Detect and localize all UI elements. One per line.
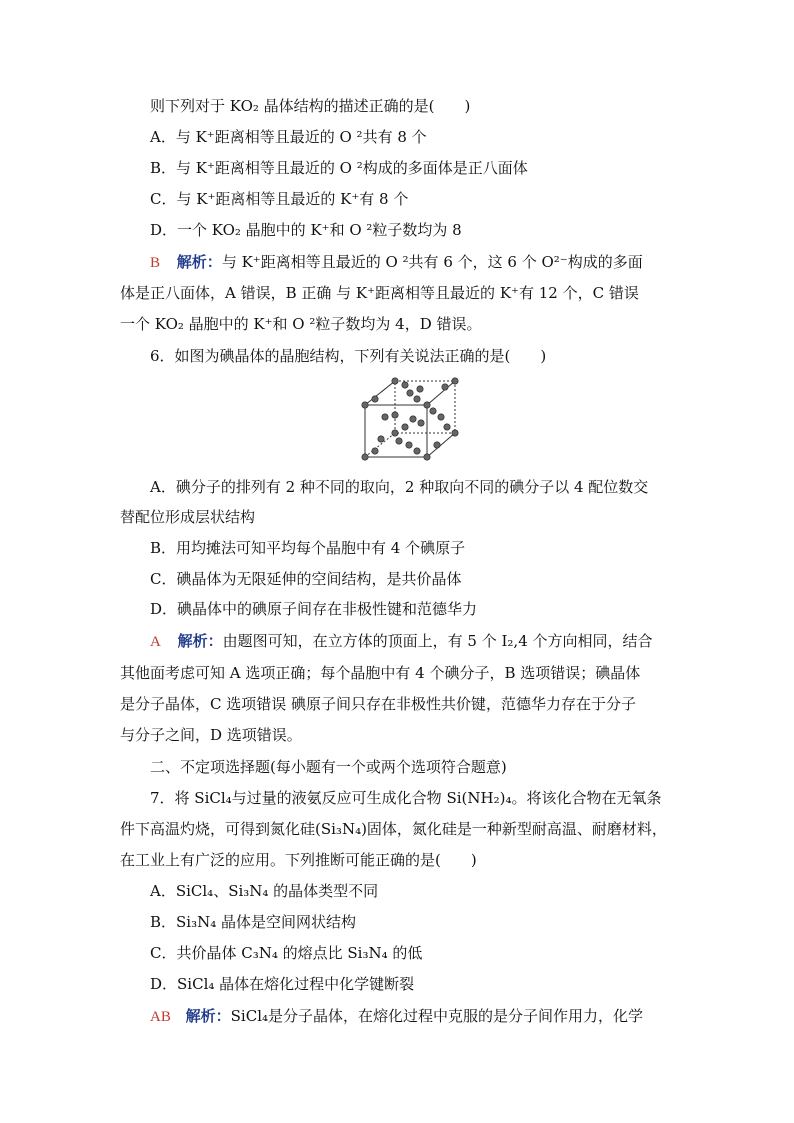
q5-analysis-text-1: 与 K⁺距离相等且最近的 O ²共有 6 个，这 6 个 O²⁻构成的多面: [221, 253, 643, 271]
iodine-unit-cell-figure: [355, 375, 465, 469]
q7-analysis-line-1: [150, 1005, 643, 1028]
q5-stem: 则下列对于 KO₂ 晶体结构的描述正确的是( ): [150, 97, 471, 115]
q6-option-b: B．用均摊法可知平均每个晶胞中有 4 个碘原子: [150, 539, 466, 557]
q5-option-c: C．与 K⁺距离相等且最近的 K⁺有 8 个: [150, 190, 409, 208]
q6-option-a: A．碘分子的排列有 2 种不同的取向，2 种取向不同的碘分子以 4 配位数交: [150, 478, 649, 496]
q6-answer: A: [150, 634, 161, 650]
q7-stem-line-2: 件下高温灼烧，可得到氮化硅(Si₃N₄)固体，氮化硅是一种新型耐高温、耐磨材料，: [120, 820, 667, 838]
iodine-cell-svg: [355, 375, 465, 465]
analysis-label-q6: 解析：: [177, 632, 223, 650]
q6-stem: 6．如图为碘晶体的晶胞结构，下列有关说法正确的是( ): [150, 347, 547, 365]
analysis-label: 解析：: [176, 253, 222, 271]
q6-option-c: C．碘晶体为无限延伸的空间结构，是共价晶体: [150, 570, 462, 588]
q6-analysis-line-3: 是分子晶体，C 选项错误 碘原子间只存在非极性共价键，范德华力存在于分子: [120, 695, 637, 713]
q7-option-d: D．SiCl₄ 晶体在熔化过程中化学键断裂: [150, 975, 415, 993]
q7-option-c: C．共价晶体 C₃N₄ 的熔点比 Si₃N₄ 的低: [150, 944, 423, 962]
q7-answer: AB: [150, 1009, 171, 1025]
q7-stem-line-3: 在工业上有广泛的应用。下列推断可能正确的是( ): [120, 851, 477, 869]
q5-option-d: D．一个 KO₂ 晶胞中的 K⁺和 O ²粒子数均为 8: [150, 221, 462, 239]
q6-option-d: D．碘晶体中的碘原子间存在非极性键和范德华力: [150, 600, 478, 618]
q5-option-b: B．与 K⁺距离相等且最近的 O ²构成的多面体是正八面体: [150, 159, 528, 177]
q6-analysis-line-1: [150, 630, 653, 653]
q7-option-a: A．SiCl₄、Si₃N₄ 的晶体类型不同: [150, 882, 379, 900]
q5-answer: B: [150, 255, 161, 271]
analysis-label-q7: 解析：: [185, 1007, 231, 1025]
q6-analysis-line-2: 其他面考虑可知 A 选项正确；每个晶胞中有 4 个碘分子，B 选项错误；碘晶体: [120, 664, 641, 682]
q7-stem-line-1: 7．将 SiCl₄与过量的液氨反应可生成化合物 Si(NH₂)₄。将该化合物在无氧条: [150, 789, 662, 807]
q7-analysis-text-1: SiCl₄是分子晶体，在熔化过程中克服的是分子间作用力，化学: [230, 1007, 644, 1025]
q7-option-b: B．Si₃N₄ 晶体是空间网状结构: [150, 913, 357, 931]
q6-option-a-cont: 替配位形成层状结构: [120, 508, 256, 526]
q6-analysis-line-4: 与分子之间，D 选项错误。: [120, 726, 302, 744]
q5-analysis-line-1: [150, 251, 643, 274]
q5-analysis-line-2: 体是正八面体，A 错误，B 正确 与 K⁺距离相等且最近的 K⁺有 12 个，C 错误: [120, 284, 639, 302]
section-2-heading: 二、不定项选择题(每小题有一个或两个选项符合题意): [150, 758, 507, 776]
q5-option-a: A．与 K⁺距离相等且最近的 O ²共有 8 个: [150, 128, 427, 146]
q6-analysis-text-1: 由题图可知，在立方体的顶面上，有 5 个 I₂,4 个方向相同，结合: [222, 632, 653, 650]
q5-analysis-line-3: 一个 KO₂ 晶胞中的 K⁺和 O ²粒子数均为 4，D 错误。: [120, 315, 482, 333]
